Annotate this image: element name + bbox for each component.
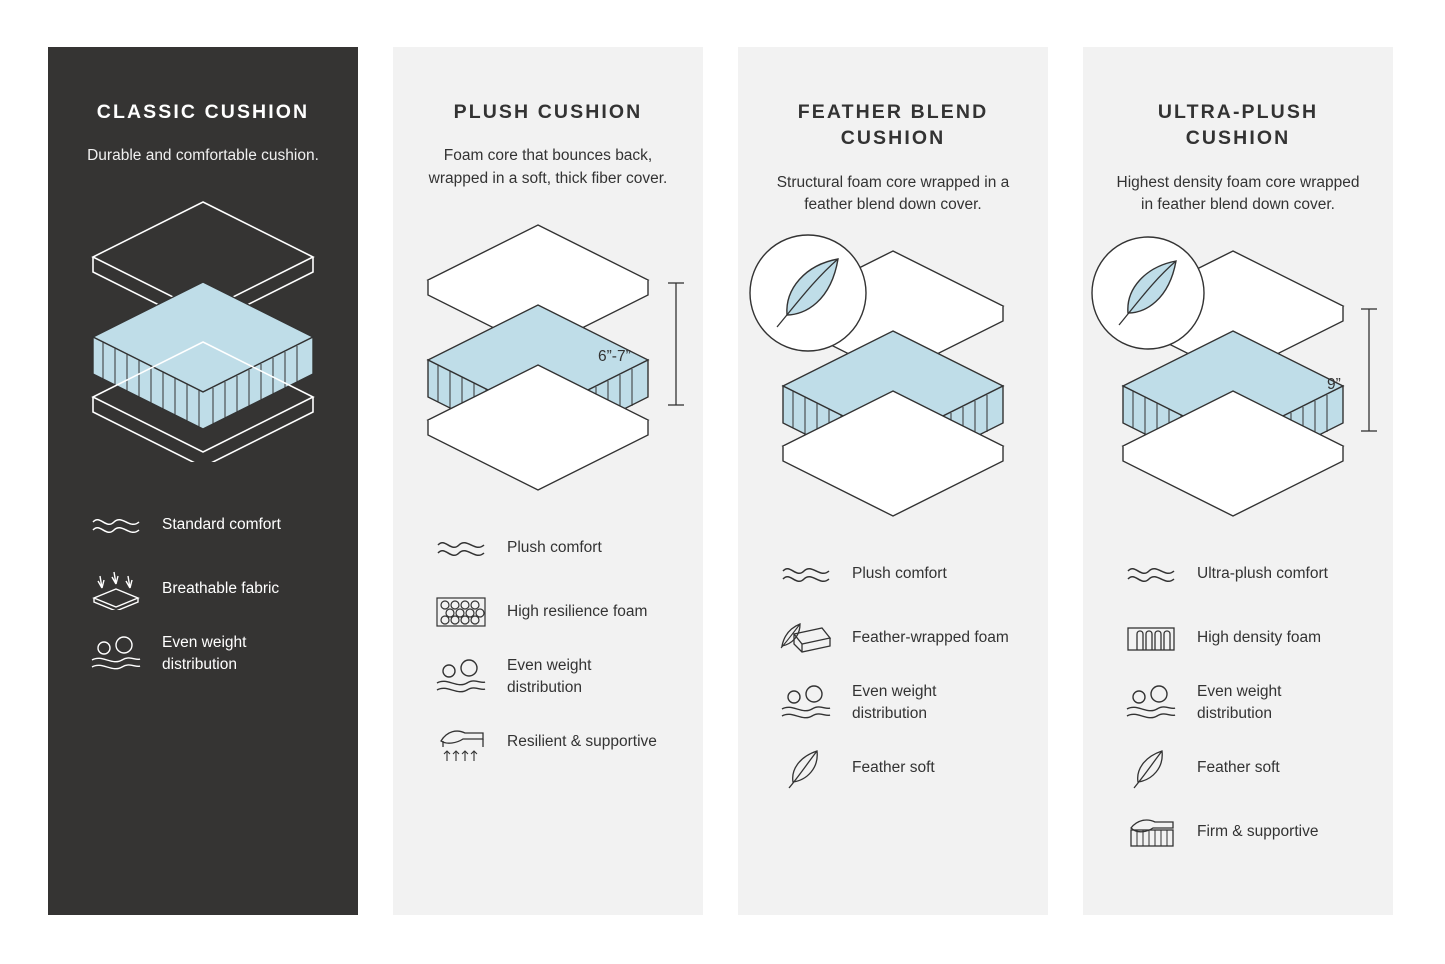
list-item [433, 591, 703, 633]
card-header [1083, 47, 1393, 217]
feather-wrapped-foam-icon [778, 617, 834, 659]
list-item [1123, 811, 1393, 853]
list-item [778, 553, 1048, 595]
wave-icon [1123, 553, 1179, 595]
cushion-exploded-diagram-feather-blend [738, 231, 1048, 531]
exploded-cushion-illustration [398, 205, 698, 495]
feature-label: Ultra-plush comfort [1197, 565, 1328, 583]
card-header [738, 47, 1048, 217]
feature-list [88, 482, 358, 738]
resilient-support-icon [433, 721, 489, 763]
list-item [1123, 681, 1393, 725]
exploded-cushion-illustration [1088, 231, 1388, 521]
list-item [778, 617, 1048, 659]
exploded-cushion-illustration [58, 182, 348, 462]
honeycomb-foam-icon [433, 591, 489, 633]
feature-label: Plush comfort [507, 538, 602, 556]
feather-icon [778, 747, 834, 789]
feature-label: Feather soft [1197, 759, 1280, 777]
list-item [778, 747, 1048, 789]
feature-label: Even weight distribution [1197, 683, 1282, 723]
wave-icon [433, 527, 489, 569]
list-item [778, 681, 1048, 725]
feature-list [778, 531, 1048, 851]
high-density-foam-icon [1123, 617, 1179, 659]
list-item [88, 632, 358, 676]
cushion-exploded-diagram-plush [393, 205, 703, 505]
even-weight-icon [1123, 682, 1179, 724]
even-weight-icon [88, 633, 144, 675]
feature-label: Firm & supportive [1197, 823, 1319, 841]
feature-label: Standard comfort [162, 516, 281, 534]
feather-badge-icon [1092, 237, 1204, 349]
feature-list [433, 505, 703, 825]
feature-label: High density foam [1197, 629, 1322, 647]
exploded-cushion-illustration [743, 231, 1043, 521]
list-item [1123, 747, 1393, 789]
card-header [48, 47, 358, 168]
feature-label: Even weight distribution [162, 634, 247, 674]
breathable-fabric-icon [88, 568, 144, 610]
firm-support-icon [1123, 811, 1179, 853]
list-item [88, 504, 358, 546]
list-item [1123, 553, 1393, 595]
cushion-card-feather-blend [738, 47, 1048, 915]
cushion-exploded-diagram-ultra-plush [1083, 231, 1393, 531]
feather-icon [1123, 747, 1179, 789]
cushion-card-plush [393, 47, 703, 915]
even-weight-icon [433, 656, 489, 698]
cushion-card-classic [48, 47, 358, 915]
page-title: FEATHER BLEND CUSHION [797, 101, 989, 150]
list-item [1123, 617, 1393, 659]
list-item [433, 527, 703, 569]
card-description: Durable and comfortable cushion. [87, 147, 319, 165]
list-item [88, 568, 358, 610]
cushion-card-ultra-plush [1083, 47, 1393, 915]
wave-icon [88, 504, 144, 546]
page-title: PLUSH CUSHION [453, 101, 643, 123]
feature-label: Plush comfort [852, 565, 947, 583]
card-header [393, 47, 703, 191]
feature-label: Even weight distribution [852, 683, 937, 723]
card-description: Foam core that bounces back, wrapped in a soft, thick fiber cover. [428, 147, 668, 188]
feature-label: Even weight distribution [507, 656, 592, 696]
feature-label: Feather-wrapped foam [852, 629, 1009, 647]
dimension-label: 9” [1327, 376, 1341, 394]
feature-label: Breathable fabric [162, 580, 280, 598]
card-description: Structural foam core wrapped in a feather blend down cover. [776, 173, 1010, 214]
list-item [433, 721, 703, 763]
even-weight-icon [778, 682, 834, 724]
feature-label: Resilient & supportive [507, 732, 657, 750]
cushion-exploded-diagram-classic [48, 182, 358, 482]
feather-badge-icon [750, 235, 866, 351]
card-description: Highest density foam core wrapped in feather blend down cover. [1116, 173, 1360, 214]
dimension-label: 6”-7” [598, 347, 631, 365]
wave-icon [778, 553, 834, 595]
feature-list [1123, 531, 1393, 915]
feature-label: Feather soft [852, 759, 935, 777]
feature-label: High resilience foam [507, 602, 648, 620]
page-title: CLASSIC CUSHION [96, 101, 310, 123]
page-title: ULTRA-PLUSH CUSHION [1157, 101, 1319, 150]
list-item [433, 655, 703, 699]
